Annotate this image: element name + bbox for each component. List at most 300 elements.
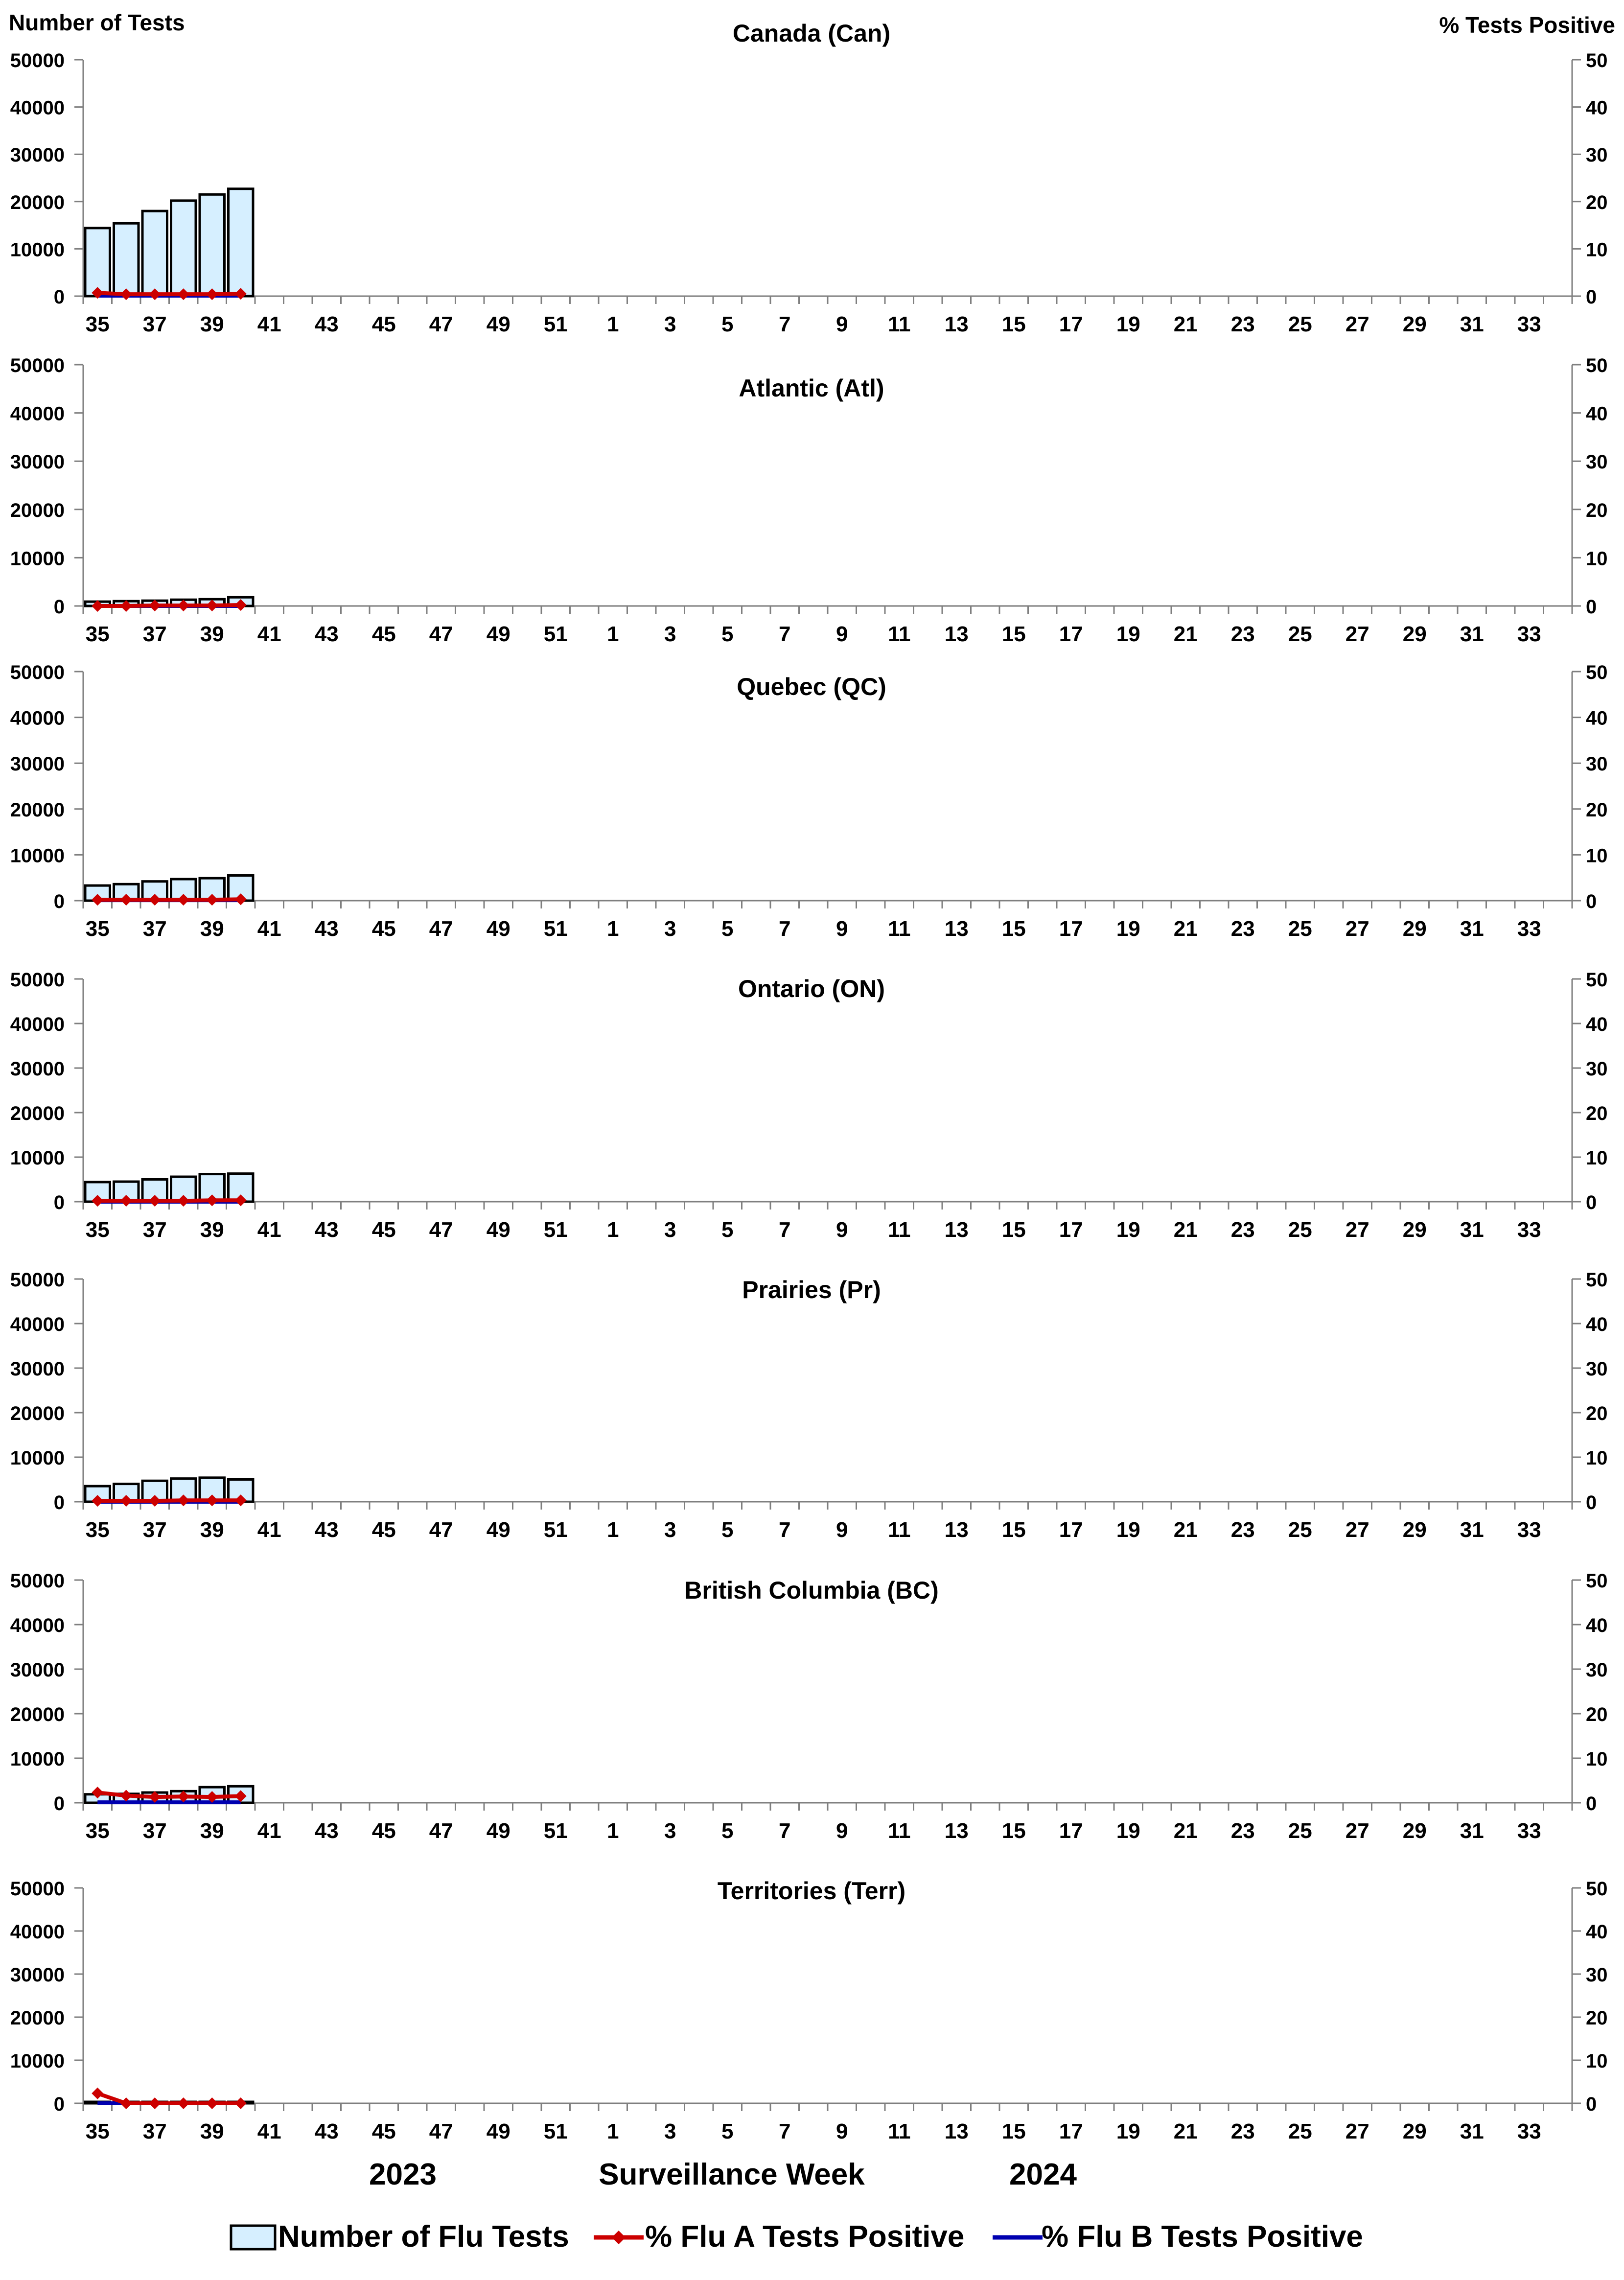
x-tick-label: 47 <box>429 312 453 336</box>
left-tick-label: 50000 <box>10 1878 65 1900</box>
x-tick-label: 15 <box>1001 1518 1026 1542</box>
x-tick-label: 11 <box>887 312 911 336</box>
x-tick-label: 43 <box>314 1819 339 1843</box>
panel-title: Canada (Can) <box>732 20 891 47</box>
left-tick-label: 30000 <box>10 1659 65 1681</box>
right-tick-label: 20 <box>1586 1403 1608 1424</box>
x-tick-label: 27 <box>1345 2119 1369 2143</box>
line-flu-a <box>97 293 241 294</box>
y-left-axis-label: Number of Tests <box>9 10 185 35</box>
x-tick-label: 45 <box>371 917 396 941</box>
legend-label-flu-a: % Flu A Tests Positive <box>645 2220 965 2254</box>
x-tick-label: 23 <box>1230 2119 1255 2143</box>
x-tick-label: 19 <box>1116 1218 1140 1242</box>
x-tick-label: 1 <box>607 312 619 336</box>
right-tick-label: 50 <box>1586 1878 1608 1900</box>
x-tick-label: 27 <box>1345 312 1369 336</box>
x-tick-label: 7 <box>779 1819 791 1843</box>
right-tick-label: 40 <box>1586 1615 1608 1636</box>
right-tick-label: 10 <box>1586 548 1608 570</box>
x-tick-label: 11 <box>887 1518 911 1542</box>
bar-tests <box>114 223 139 296</box>
x-tick-label: 51 <box>543 312 568 336</box>
right-tick-label: 20 <box>1586 2007 1608 2029</box>
x-tick-label: 41 <box>257 622 281 646</box>
x-tick-label: 21 <box>1173 1218 1198 1242</box>
panel-3 <box>10 969 1608 1242</box>
x-tick-label: 49 <box>486 312 510 336</box>
x-tick-label: 47 <box>429 917 453 941</box>
x-tick-label: 21 <box>1173 2119 1198 2143</box>
x-tick-label: 17 <box>1059 917 1083 941</box>
right-tick-label: 0 <box>1586 286 1597 308</box>
left-tick-label: 50000 <box>10 1570 65 1592</box>
right-tick-label: 10 <box>1586 239 1608 261</box>
left-tick-label: 10000 <box>10 1447 65 1469</box>
left-tick-label: 30000 <box>10 1058 65 1080</box>
x-tick-label: 17 <box>1059 622 1083 646</box>
x-tick-label: 5 <box>721 1218 734 1242</box>
x-tick-label: 47 <box>429 1518 453 1542</box>
x-tick-label: 27 <box>1345 1819 1369 1843</box>
right-tick-label: 50 <box>1586 1269 1608 1291</box>
panel-6 <box>10 1877 1608 2143</box>
x-tick-label: 41 <box>257 1518 281 1542</box>
right-tick-label: 30 <box>1586 1358 1608 1380</box>
x-tick-label: 31 <box>1460 917 1484 941</box>
right-tick-label: 20 <box>1586 499 1608 521</box>
panel-1 <box>10 355 1608 646</box>
x-tick-label: 39 <box>200 1518 224 1542</box>
x-tick-label: 5 <box>721 312 734 336</box>
x-tick-label: 29 <box>1402 1518 1427 1542</box>
panel-4 <box>10 1269 1608 1542</box>
left-tick-label: 20000 <box>10 1403 65 1424</box>
x-tick-label: 13 <box>944 622 969 646</box>
x-tick-label: 41 <box>257 917 281 941</box>
left-tick-label: 30000 <box>10 451 65 473</box>
panel-title: British Columbia (BC) <box>684 1577 939 1604</box>
right-tick-label: 30 <box>1586 1659 1608 1681</box>
left-tick-label: 20000 <box>10 1704 65 1725</box>
x-tick-label: 29 <box>1402 312 1427 336</box>
left-tick-label: 40000 <box>10 1014 65 1035</box>
x-tick-label: 45 <box>371 1819 396 1843</box>
x-tick-label: 1 <box>607 622 619 646</box>
left-tick-label: 20000 <box>10 191 65 213</box>
x-tick-label: 47 <box>429 622 453 646</box>
legend <box>231 2220 1363 2254</box>
x-tick-label: 3 <box>664 917 676 941</box>
x-axis-label: Surveillance Week <box>599 2158 865 2191</box>
panel-2 <box>10 662 1608 941</box>
right-tick-label: 40 <box>1586 1314 1608 1335</box>
x-tick-label: 1 <box>607 1218 619 1242</box>
x-tick-label: 33 <box>1517 312 1541 336</box>
x-tick-label: 25 <box>1288 2119 1312 2143</box>
x-tick-label: 9 <box>836 312 848 336</box>
x-tick-label: 11 <box>887 1218 911 1242</box>
x-tick-label: 33 <box>1517 917 1541 941</box>
x-tick-label: 27 <box>1345 1218 1369 1242</box>
bar-tests <box>171 201 196 296</box>
x-tick-label: 43 <box>314 1518 339 1542</box>
right-tick-label: 40 <box>1586 1014 1608 1035</box>
x-tick-label: 43 <box>314 622 339 646</box>
point-flu-a <box>120 2097 132 2109</box>
line-flu-a <box>97 1200 241 1201</box>
left-tick-label: 30000 <box>10 1358 65 1380</box>
x-tick-label: 13 <box>944 2119 969 2143</box>
x-tick-label: 7 <box>779 2119 791 2143</box>
left-tick-label: 40000 <box>10 1314 65 1335</box>
x-tick-label: 5 <box>721 622 734 646</box>
x-tick-label: 39 <box>200 1819 224 1843</box>
x-tick-label: 47 <box>429 1819 453 1843</box>
x-tick-label: 25 <box>1288 312 1312 336</box>
x-tick-label: 19 <box>1116 312 1140 336</box>
x-tick-label: 51 <box>543 1819 568 1843</box>
panel-5 <box>10 1570 1608 1843</box>
x-tick-label: 31 <box>1460 1518 1484 1542</box>
left-tick-label: 10000 <box>10 845 65 867</box>
x-tick-label: 13 <box>944 1819 969 1843</box>
x-tick-label: 51 <box>543 2119 568 2143</box>
left-tick-label: 40000 <box>10 97 65 119</box>
left-tick-label: 50000 <box>10 50 65 71</box>
left-tick-label: 10000 <box>10 1147 65 1169</box>
x-tick-label: 19 <box>1116 622 1140 646</box>
x-tick-label: 27 <box>1345 622 1369 646</box>
x-tick-label: 9 <box>836 622 848 646</box>
x-tick-label: 49 <box>486 1819 510 1843</box>
right-tick-label: 50 <box>1586 50 1608 71</box>
x-tick-label: 15 <box>1001 622 1026 646</box>
left-tick-label: 50000 <box>10 969 65 991</box>
x-tick-label: 3 <box>664 1819 676 1843</box>
x-tick-label: 23 <box>1230 1819 1255 1843</box>
right-tick-label: 30 <box>1586 144 1608 166</box>
x-tick-label: 1 <box>607 2119 619 2143</box>
line-flu-a <box>97 605 241 606</box>
left-tick-label: 10000 <box>10 1748 65 1770</box>
x-tick-label: 45 <box>371 2119 396 2143</box>
panels <box>10 20 1608 2143</box>
left-tick-label: 10000 <box>10 548 65 570</box>
x-tick-label: 49 <box>486 917 510 941</box>
x-tick-label: 43 <box>314 917 339 941</box>
x-tick-label: 29 <box>1402 917 1427 941</box>
x-tick-label: 25 <box>1288 1518 1312 1542</box>
x-tick-label: 51 <box>543 1218 568 1242</box>
x-tick-label: 45 <box>371 1518 396 1542</box>
bar-tests <box>142 211 167 296</box>
x-tick-label: 9 <box>836 1218 848 1242</box>
x-tick-label: 15 <box>1001 312 1026 336</box>
right-tick-label: 10 <box>1586 1147 1608 1169</box>
left-tick-label: 40000 <box>10 1615 65 1636</box>
x-tick-label: 47 <box>429 1218 453 1242</box>
right-tick-label: 50 <box>1586 1570 1608 1592</box>
x-tick-label: 9 <box>836 1819 848 1843</box>
x-tick-label: 31 <box>1460 1819 1484 1843</box>
x-tick-label: 17 <box>1059 2119 1083 2143</box>
left-tick-label: 0 <box>53 1192 65 1213</box>
x-tick-label: 9 <box>836 2119 848 2143</box>
x-tick-label: 41 <box>257 2119 281 2143</box>
x-tick-label: 43 <box>314 2119 339 2143</box>
x-tick-label: 31 <box>1460 1218 1484 1242</box>
point-flu-a <box>178 2097 189 2109</box>
x-tick-label: 33 <box>1517 1218 1541 1242</box>
left-tick-label: 0 <box>53 1793 65 1815</box>
left-tick-label: 40000 <box>10 707 65 729</box>
right-tick-label: 0 <box>1586 1793 1597 1815</box>
left-tick-label: 30000 <box>10 1964 65 1986</box>
x-tick-label: 11 <box>887 2119 911 2143</box>
x-tick-label: 37 <box>142 1518 167 1542</box>
x-tick-label: 5 <box>721 1518 734 1542</box>
x-tick-label: 37 <box>142 622 167 646</box>
x-tick-label: 27 <box>1345 1518 1369 1542</box>
x-tick-label: 5 <box>721 2119 734 2143</box>
x-tick-label: 21 <box>1173 622 1198 646</box>
x-tick-label: 37 <box>142 312 167 336</box>
x-tick-label: 13 <box>944 1218 969 1242</box>
x-tick-label: 21 <box>1173 917 1198 941</box>
x-tick-label: 33 <box>1517 622 1541 646</box>
x-tick-label: 23 <box>1230 622 1255 646</box>
right-tick-label: 40 <box>1586 1921 1608 1943</box>
right-tick-label: 0 <box>1586 596 1597 618</box>
x-tick-label: 23 <box>1230 1218 1255 1242</box>
panel-title: Ontario (ON) <box>738 975 885 1002</box>
legend-label-tests: Number of Flu Tests <box>278 2220 569 2254</box>
x-tick-label: 27 <box>1345 917 1369 941</box>
point-flu-a <box>92 2088 103 2099</box>
right-tick-label: 50 <box>1586 969 1608 991</box>
x-tick-label: 33 <box>1517 2119 1541 2143</box>
x-tick-label: 7 <box>779 1218 791 1242</box>
x-tick-label: 17 <box>1059 1218 1083 1242</box>
right-tick-label: 10 <box>1586 845 1608 867</box>
x-tick-label: 31 <box>1460 2119 1484 2143</box>
x-tick-label: 13 <box>944 1518 969 1542</box>
x-tick-label: 39 <box>200 312 224 336</box>
x-tick-label: 15 <box>1001 2119 1026 2143</box>
x-tick-label: 3 <box>664 622 676 646</box>
x-tick-label: 25 <box>1288 917 1312 941</box>
x-tick-label: 17 <box>1059 1518 1083 1542</box>
right-tick-label: 0 <box>1586 891 1597 912</box>
x-tick-label: 37 <box>142 917 167 941</box>
x-tick-label: 15 <box>1001 1819 1026 1843</box>
x-tick-label: 19 <box>1116 1518 1140 1542</box>
x-tick-label: 23 <box>1230 1518 1255 1542</box>
x-tick-label: 9 <box>836 917 848 941</box>
right-tick-label: 10 <box>1586 2050 1608 2072</box>
x-tick-label: 5 <box>721 917 734 941</box>
left-tick-label: 0 <box>53 596 65 618</box>
x-tick-label: 11 <box>887 622 911 646</box>
left-tick-label: 20000 <box>10 2007 65 2029</box>
x-tick-label: 25 <box>1288 1218 1312 1242</box>
right-tick-label: 20 <box>1586 191 1608 213</box>
right-tick-label: 30 <box>1586 753 1608 775</box>
left-tick-label: 20000 <box>10 1103 65 1124</box>
right-tick-label: 20 <box>1586 1704 1608 1725</box>
x-tick-label: 41 <box>257 312 281 336</box>
x-tick-label: 33 <box>1517 1518 1541 1542</box>
x-tick-label: 7 <box>779 312 791 336</box>
right-tick-label: 30 <box>1586 451 1608 473</box>
legend-swatch-tests <box>231 2226 275 2249</box>
x-tick-label: 9 <box>836 1518 848 1542</box>
point-flu-a <box>206 2097 218 2109</box>
x-tick-label: 3 <box>664 2119 676 2143</box>
right-tick-label: 40 <box>1586 403 1608 425</box>
x-tick-label: 11 <box>887 917 911 941</box>
bar-tests <box>229 189 254 296</box>
y-right-axis-label: % Tests Positive <box>1439 12 1615 38</box>
x-tick-label: 19 <box>1116 2119 1140 2143</box>
x-tick-label: 29 <box>1402 1218 1427 1242</box>
panel-title: Territories (Terr) <box>717 1877 906 1905</box>
x-tick-label: 31 <box>1460 312 1484 336</box>
panel-title: Quebec (QC) <box>737 673 886 700</box>
left-tick-label: 40000 <box>10 403 65 425</box>
panel-0 <box>10 20 1608 336</box>
bar-tests <box>200 194 225 296</box>
year-label-2023: 2023 <box>369 2158 437 2191</box>
left-tick-label: 40000 <box>10 1921 65 1943</box>
x-tick-label: 3 <box>664 1218 676 1242</box>
right-tick-label: 50 <box>1586 355 1608 376</box>
line-flu-a <box>97 2094 241 2103</box>
x-tick-label: 17 <box>1059 312 1083 336</box>
x-tick-label: 39 <box>200 2119 224 2143</box>
x-tick-label: 35 <box>85 1218 110 1242</box>
x-tick-label: 35 <box>85 1819 110 1843</box>
x-tick-label: 3 <box>664 1518 676 1542</box>
x-tick-label: 21 <box>1173 1518 1198 1542</box>
x-tick-label: 37 <box>142 2119 167 2143</box>
x-tick-label: 43 <box>314 1218 339 1242</box>
x-tick-label: 37 <box>142 1218 167 1242</box>
x-tick-label: 47 <box>429 2119 453 2143</box>
point-flu-a <box>149 2097 161 2109</box>
x-tick-label: 7 <box>779 622 791 646</box>
x-tick-label: 23 <box>1230 917 1255 941</box>
x-tick-label: 51 <box>543 917 568 941</box>
x-tick-label: 29 <box>1402 1819 1427 1843</box>
right-tick-label: 0 <box>1586 1192 1597 1213</box>
x-tick-label: 41 <box>257 1218 281 1242</box>
x-tick-label: 21 <box>1173 312 1198 336</box>
right-tick-label: 0 <box>1586 1492 1597 1513</box>
panel-title: Atlantic (Atl) <box>739 374 884 402</box>
x-tick-label: 19 <box>1116 1819 1140 1843</box>
x-tick-label: 21 <box>1173 1819 1198 1843</box>
left-tick-label: 20000 <box>10 799 65 821</box>
x-tick-label: 29 <box>1402 2119 1427 2143</box>
x-tick-label: 35 <box>85 2119 110 2143</box>
x-tick-label: 11 <box>887 1819 911 1843</box>
x-tick-label: 45 <box>371 1218 396 1242</box>
right-tick-label: 20 <box>1586 1103 1608 1124</box>
left-tick-label: 50000 <box>10 355 65 376</box>
legend-marker-flu-a <box>612 2231 626 2244</box>
left-tick-label: 10000 <box>10 239 65 261</box>
x-tick-label: 49 <box>486 1218 510 1242</box>
left-tick-label: 50000 <box>10 1269 65 1291</box>
x-tick-label: 37 <box>142 1819 167 1843</box>
right-tick-label: 40 <box>1586 97 1608 119</box>
x-tick-label: 13 <box>944 312 969 336</box>
left-tick-label: 30000 <box>10 753 65 775</box>
x-tick-label: 7 <box>779 917 791 941</box>
point-flu-a <box>235 2097 247 2109</box>
line-flu-a <box>97 1500 241 1501</box>
x-tick-label: 35 <box>85 622 110 646</box>
panel-title: Prairies (Pr) <box>742 1276 881 1303</box>
x-tick-label: 35 <box>85 312 110 336</box>
x-tick-label: 1 <box>607 1518 619 1542</box>
x-tick-label: 43 <box>314 312 339 336</box>
x-tick-label: 35 <box>85 917 110 941</box>
left-tick-label: 30000 <box>10 144 65 166</box>
x-tick-label: 51 <box>543 1518 568 1542</box>
x-tick-label: 49 <box>486 1518 510 1542</box>
left-tick-label: 10000 <box>10 2050 65 2072</box>
x-tick-label: 25 <box>1288 622 1312 646</box>
x-tick-label: 39 <box>200 622 224 646</box>
x-tick-label: 5 <box>721 1819 734 1843</box>
x-tick-label: 35 <box>85 1518 110 1542</box>
right-tick-label: 10 <box>1586 1447 1608 1469</box>
x-tick-label: 19 <box>1116 917 1140 941</box>
x-tick-label: 45 <box>371 622 396 646</box>
x-tick-label: 3 <box>664 312 676 336</box>
x-tick-label: 1 <box>607 917 619 941</box>
x-tick-label: 17 <box>1059 1819 1083 1843</box>
x-tick-label: 13 <box>944 917 969 941</box>
x-tick-label: 51 <box>543 622 568 646</box>
x-tick-label: 15 <box>1001 1218 1026 1242</box>
right-tick-label: 50 <box>1586 662 1608 683</box>
legend-label-flu-b: % Flu B Tests Positive <box>1042 2220 1363 2254</box>
x-tick-label: 29 <box>1402 622 1427 646</box>
right-tick-label: 40 <box>1586 707 1608 729</box>
x-tick-label: 49 <box>486 2119 510 2143</box>
x-tick-label: 49 <box>486 622 510 646</box>
left-tick-label: 0 <box>53 2094 65 2115</box>
x-tick-label: 41 <box>257 1819 281 1843</box>
x-tick-label: 33 <box>1517 1819 1541 1843</box>
x-tick-label: 25 <box>1288 1819 1312 1843</box>
x-tick-label: 39 <box>200 1218 224 1242</box>
x-tick-label: 39 <box>200 917 224 941</box>
x-tick-label: 15 <box>1001 917 1026 941</box>
right-tick-label: 20 <box>1586 799 1608 821</box>
bar-tests <box>85 228 110 296</box>
x-tick-label: 7 <box>779 1518 791 1542</box>
right-tick-label: 10 <box>1586 1748 1608 1770</box>
left-tick-label: 0 <box>53 1492 65 1513</box>
right-tick-label: 30 <box>1586 1058 1608 1080</box>
line-flu-a <box>97 899 241 900</box>
year-label-2024: 2024 <box>1009 2158 1077 2191</box>
